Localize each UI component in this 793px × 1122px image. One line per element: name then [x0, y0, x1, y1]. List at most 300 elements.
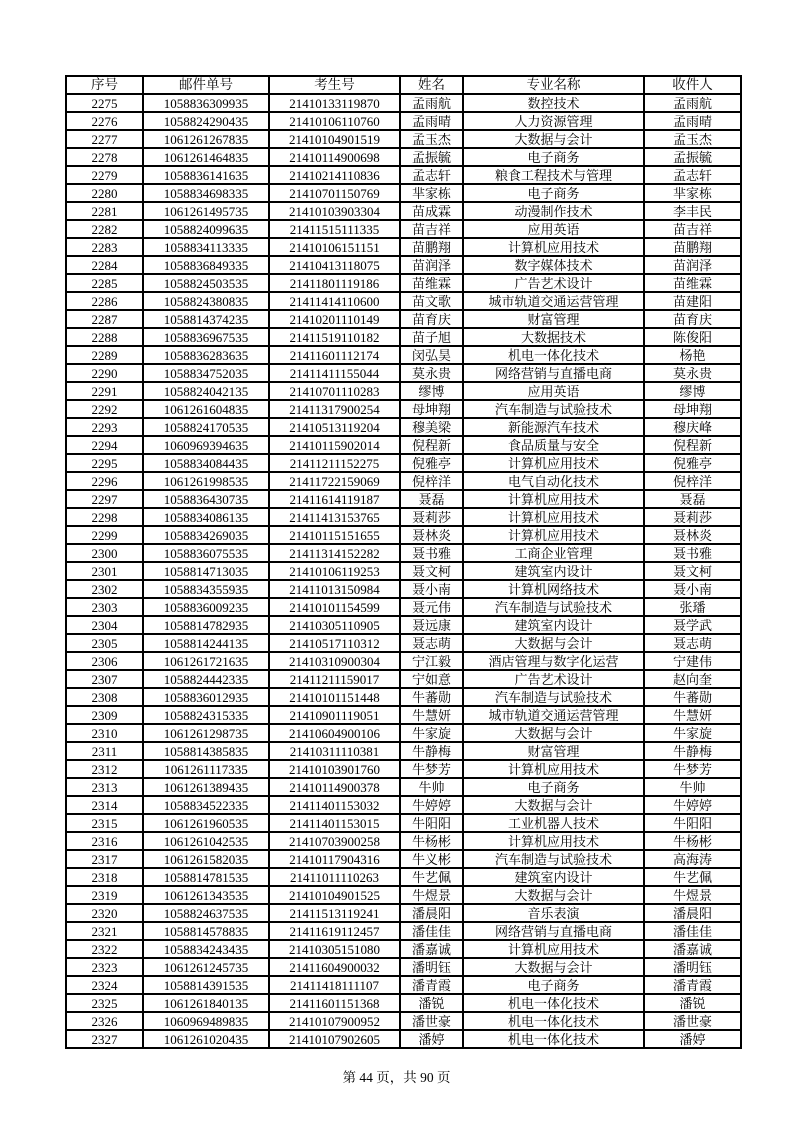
table-row	[66, 670, 741, 688]
cell-candidate-number: 21411013150984	[269, 580, 400, 598]
cell-mail-number: 1058836075535	[143, 544, 269, 562]
cell-mail-number: 1058824099635	[143, 220, 269, 238]
table-row	[66, 112, 741, 130]
cell-candidate-number: 21410413118075	[269, 256, 400, 274]
table-row	[66, 310, 741, 328]
cell-major: 应用英语	[463, 382, 644, 400]
cell-name: 牛阳阳	[400, 814, 463, 832]
cell-mail-number: 1058814782935	[143, 616, 269, 634]
cell-mail-number: 1061261495735	[143, 202, 269, 220]
cell-recipient: 赵向奎	[644, 670, 741, 688]
cell-recipient: 聂莉莎	[644, 508, 741, 526]
column-header-major: 专业名称	[463, 76, 644, 94]
cell-mail-number: 1058824503535	[143, 274, 269, 292]
cell-major: 机电一体化技术	[463, 346, 644, 364]
cell-recipient: 潘婷	[644, 1030, 741, 1048]
cell-name: 孟志轩	[400, 166, 463, 184]
cell-mail-number: 1058834086135	[143, 508, 269, 526]
cell-major: 汽车制造与试验技术	[463, 688, 644, 706]
cell-major: 计算机应用技术	[463, 760, 644, 778]
cell-candidate-number: 21410107902605	[269, 1030, 400, 1048]
table-row	[66, 184, 741, 202]
cell-recipient: 苗育庆	[644, 310, 741, 328]
cell-recipient: 潘晨阳	[644, 904, 741, 922]
cell-name: 牛静梅	[400, 742, 463, 760]
cell-name: 苗成霖	[400, 202, 463, 220]
cell-major: 计算机应用技术	[463, 832, 644, 850]
table-header-row	[66, 76, 741, 94]
cell-candidate-number: 21411801119186	[269, 274, 400, 292]
table-row	[66, 652, 741, 670]
cell-index: 2297	[66, 490, 143, 508]
cell-name: 聂元伟	[400, 598, 463, 616]
cell-name: 苗润泽	[400, 256, 463, 274]
table-row	[66, 832, 741, 850]
cell-mail-number: 1061261343535	[143, 886, 269, 904]
cell-name: 倪雅亭	[400, 454, 463, 472]
cell-name: 聂志萌	[400, 634, 463, 652]
cell-candidate-number: 21411513119241	[269, 904, 400, 922]
cell-index: 2295	[66, 454, 143, 472]
table-row	[66, 688, 741, 706]
cell-mail-number: 1058824042135	[143, 382, 269, 400]
cell-name: 芈家栋	[400, 184, 463, 202]
cell-recipient: 芈家栋	[644, 184, 741, 202]
cell-recipient: 孟雨航	[644, 94, 741, 112]
table-row	[66, 886, 741, 904]
cell-index: 2300	[66, 544, 143, 562]
table-row	[66, 814, 741, 832]
page-footer: 第 44 页，共 90 页	[342, 1070, 451, 1085]
cell-recipient: 母坤翔	[644, 400, 741, 418]
cell-name: 孟雨晴	[400, 112, 463, 130]
cell-major: 工业机器人技术	[463, 814, 644, 832]
cell-recipient: 孟志轩	[644, 166, 741, 184]
cell-recipient: 牛艺佩	[644, 868, 741, 886]
cell-major: 电子商务	[463, 184, 644, 202]
cell-name: 潘佳佳	[400, 922, 463, 940]
cell-name: 莫永贵	[400, 364, 463, 382]
cell-index: 2313	[66, 778, 143, 796]
cell-mail-number: 1058814781535	[143, 868, 269, 886]
cell-recipient: 陈俊阳	[644, 328, 741, 346]
cell-candidate-number: 21411601112174	[269, 346, 400, 364]
cell-name: 苗子旭	[400, 328, 463, 346]
cell-name: 牛煜景	[400, 886, 463, 904]
cell-major: 计算机应用技术	[463, 940, 644, 958]
cell-index: 2309	[66, 706, 143, 724]
cell-candidate-number: 21411317900254	[269, 400, 400, 418]
table-row	[66, 922, 741, 940]
cell-recipient: 苗润泽	[644, 256, 741, 274]
cell-name: 牛慧妍	[400, 706, 463, 724]
cell-mail-number: 1058834243435	[143, 940, 269, 958]
cell-major: 计算机应用技术	[463, 508, 644, 526]
cell-mail-number: 1061261298735	[143, 724, 269, 742]
table-row	[66, 634, 741, 652]
table-row	[66, 94, 741, 112]
cell-mail-number: 1061261721635	[143, 652, 269, 670]
cell-index: 2282	[66, 220, 143, 238]
cell-recipient: 聂志萌	[644, 634, 741, 652]
cell-candidate-number: 21410107900952	[269, 1012, 400, 1030]
cell-name: 倪梓洋	[400, 472, 463, 490]
cell-mail-number: 1058836430735	[143, 490, 269, 508]
cell-name: 潘青霞	[400, 976, 463, 994]
table-row	[66, 940, 741, 958]
cell-name: 穆美梁	[400, 418, 463, 436]
cell-name: 苗文歌	[400, 292, 463, 310]
cell-mail-number: 1058834752035	[143, 364, 269, 382]
cell-name: 牛帅	[400, 778, 463, 796]
table-row	[66, 364, 741, 382]
cell-major: 机电一体化技术	[463, 1012, 644, 1030]
cell-candidate-number: 21410305110905	[269, 616, 400, 634]
cell-name: 聂磊	[400, 490, 463, 508]
table-row	[66, 454, 741, 472]
cell-candidate-number: 21411211152275	[269, 454, 400, 472]
cell-mail-number: 1061261960535	[143, 814, 269, 832]
cell-index: 2298	[66, 508, 143, 526]
cell-name: 苗维霖	[400, 274, 463, 292]
cell-recipient: 缪博	[644, 382, 741, 400]
cell-name: 苗吉祥	[400, 220, 463, 238]
table-row	[66, 202, 741, 220]
cell-index: 2291	[66, 382, 143, 400]
cell-mail-number: 1058824315335	[143, 706, 269, 724]
cell-name: 潘婷	[400, 1030, 463, 1048]
cell-major: 汽车制造与试验技术	[463, 598, 644, 616]
cell-index: 2296	[66, 472, 143, 490]
table-row	[66, 1012, 741, 1030]
cell-name: 宁江毅	[400, 652, 463, 670]
cell-name: 聂远康	[400, 616, 463, 634]
cell-name: 牛婷婷	[400, 796, 463, 814]
cell-name: 潘晨阳	[400, 904, 463, 922]
cell-name: 潘明钰	[400, 958, 463, 976]
cell-major: 数字媒体技术	[463, 256, 644, 274]
cell-recipient: 聂林炎	[644, 526, 741, 544]
cell-candidate-number: 21411722159069	[269, 472, 400, 490]
cell-recipient: 高海涛	[644, 850, 741, 868]
cell-index: 2305	[66, 634, 143, 652]
cell-recipient: 苗鹏翔	[644, 238, 741, 256]
cell-mail-number: 1058814244135	[143, 634, 269, 652]
cell-recipient: 李丰民	[644, 202, 741, 220]
cell-index: 2304	[66, 616, 143, 634]
cell-major: 大数据技术	[463, 328, 644, 346]
cell-name: 牛蕃勋	[400, 688, 463, 706]
cell-name: 潘嘉诚	[400, 940, 463, 958]
cell-major: 大数据与会计	[463, 130, 644, 148]
cell-major: 网络营销与直播电商	[463, 922, 644, 940]
cell-index: 2279	[66, 166, 143, 184]
cell-candidate-number: 21410106110760	[269, 112, 400, 130]
cell-name: 聂文柯	[400, 562, 463, 580]
cell-major: 电子商务	[463, 148, 644, 166]
cell-index: 2314	[66, 796, 143, 814]
cell-candidate-number: 21410103903304	[269, 202, 400, 220]
cell-index: 2316	[66, 832, 143, 850]
table-body	[66, 94, 741, 1048]
cell-candidate-number: 21410901119051	[269, 706, 400, 724]
table-row	[66, 706, 741, 724]
cell-mail-number: 1061261582035	[143, 850, 269, 868]
cell-name: 苗鹏翔	[400, 238, 463, 256]
cell-mail-number: 1058836283635	[143, 346, 269, 364]
cell-recipient: 张璠	[644, 598, 741, 616]
cell-major: 城市轨道交通运营管理	[463, 706, 644, 724]
cell-recipient: 孟振毓	[644, 148, 741, 166]
cell-candidate-number: 21410305151080	[269, 940, 400, 958]
cell-name: 聂书雅	[400, 544, 463, 562]
table-row	[66, 274, 741, 292]
cell-recipient: 潘世豪	[644, 1012, 741, 1030]
table-row	[66, 346, 741, 364]
cell-recipient: 聂磊	[644, 490, 741, 508]
cell-candidate-number: 21410701150769	[269, 184, 400, 202]
cell-name: 牛艺佩	[400, 868, 463, 886]
cell-index: 2288	[66, 328, 143, 346]
cell-recipient: 牛静梅	[644, 742, 741, 760]
cell-mail-number: 1058834084435	[143, 454, 269, 472]
cell-mail-number: 1058814578835	[143, 922, 269, 940]
cell-recipient: 牛家旋	[644, 724, 741, 742]
cell-recipient: 杨艳	[644, 346, 741, 364]
cell-name: 闵弘昊	[400, 346, 463, 364]
cell-recipient: 苗建阳	[644, 292, 741, 310]
cell-recipient: 牛蕃勋	[644, 688, 741, 706]
cell-mail-number: 1058836309935	[143, 94, 269, 112]
cell-candidate-number: 21411314152282	[269, 544, 400, 562]
cell-index: 2292	[66, 400, 143, 418]
cell-name: 宁如意	[400, 670, 463, 688]
cell-index: 2311	[66, 742, 143, 760]
cell-name: 孟玉杰	[400, 130, 463, 148]
column-header-candidate-number: 考生号	[269, 76, 400, 94]
cell-index: 2276	[66, 112, 143, 130]
cell-recipient: 牛杨彬	[644, 832, 741, 850]
cell-name: 倪程新	[400, 436, 463, 454]
cell-index: 2301	[66, 562, 143, 580]
cell-candidate-number: 21410517110312	[269, 634, 400, 652]
cell-mail-number: 1058834522335	[143, 796, 269, 814]
table-row	[66, 544, 741, 562]
cell-recipient: 潘锐	[644, 994, 741, 1012]
cell-recipient: 牛梦芳	[644, 760, 741, 778]
cell-recipient: 牛阳阳	[644, 814, 741, 832]
cell-candidate-number: 21411011110263	[269, 868, 400, 886]
cell-candidate-number: 21410101154599	[269, 598, 400, 616]
mail-recipient-table	[65, 75, 742, 1049]
cell-major: 电气自动化技术	[463, 472, 644, 490]
cell-mail-number: 1058836967535	[143, 328, 269, 346]
cell-mail-number: 1061261998535	[143, 472, 269, 490]
cell-candidate-number: 21410703900258	[269, 832, 400, 850]
cell-candidate-number: 21411413153765	[269, 508, 400, 526]
cell-name: 苗育庆	[400, 310, 463, 328]
cell-candidate-number: 21410201110149	[269, 310, 400, 328]
cell-mail-number: 1058836012935	[143, 688, 269, 706]
cell-major: 广告艺术设计	[463, 274, 644, 292]
cell-major: 大数据与会计	[463, 796, 644, 814]
cell-mail-number: 1060969394635	[143, 436, 269, 454]
cell-mail-number: 1058834355935	[143, 580, 269, 598]
cell-mail-number: 1058836141635	[143, 166, 269, 184]
cell-major: 电子商务	[463, 778, 644, 796]
cell-major: 数控技术	[463, 94, 644, 112]
cell-index: 2312	[66, 760, 143, 778]
cell-mail-number: 1058814391535	[143, 976, 269, 994]
cell-mail-number: 1058824380835	[143, 292, 269, 310]
cell-major: 动漫制作技术	[463, 202, 644, 220]
cell-index: 2285	[66, 274, 143, 292]
cell-major: 计算机应用技术	[463, 454, 644, 472]
table-row	[66, 796, 741, 814]
table-row	[66, 508, 741, 526]
cell-major: 计算机应用技术	[463, 238, 644, 256]
cell-index: 2320	[66, 904, 143, 922]
cell-index: 2287	[66, 310, 143, 328]
cell-recipient: 潘明钰	[644, 958, 741, 976]
cell-name: 聂林炎	[400, 526, 463, 544]
cell-index: 2317	[66, 850, 143, 868]
table-row	[66, 130, 741, 148]
cell-candidate-number: 21411411155044	[269, 364, 400, 382]
cell-candidate-number: 21411515111335	[269, 220, 400, 238]
cell-mail-number: 1060969489835	[143, 1012, 269, 1030]
cell-index: 2326	[66, 1012, 143, 1030]
cell-mail-number: 1058824637535	[143, 904, 269, 922]
table-row	[66, 904, 741, 922]
cell-recipient: 潘嘉诚	[644, 940, 741, 958]
cell-candidate-number: 21410106119253	[269, 562, 400, 580]
cell-recipient: 牛煜景	[644, 886, 741, 904]
cell-index: 2284	[66, 256, 143, 274]
cell-index: 2286	[66, 292, 143, 310]
cell-major: 酒店管理与数字化运营	[463, 652, 644, 670]
cell-major: 建筑室内设计	[463, 868, 644, 886]
cell-candidate-number: 21411418111107	[269, 976, 400, 994]
cell-major: 城市轨道交通运营管理	[463, 292, 644, 310]
table-row	[66, 562, 741, 580]
cell-name: 缪博	[400, 382, 463, 400]
cell-mail-number: 1058834113335	[143, 238, 269, 256]
table-row	[66, 490, 741, 508]
cell-major: 建筑室内设计	[463, 562, 644, 580]
cell-major: 新能源汽车技术	[463, 418, 644, 436]
cell-recipient: 聂小南	[644, 580, 741, 598]
cell-recipient: 莫永贵	[644, 364, 741, 382]
table-row	[66, 868, 741, 886]
cell-major: 大数据与会计	[463, 724, 644, 742]
cell-index: 2302	[66, 580, 143, 598]
cell-major: 网络营销与直播电商	[463, 364, 644, 382]
cell-mail-number: 1061261117335	[143, 760, 269, 778]
cell-recipient: 牛婷婷	[644, 796, 741, 814]
column-header-index: 序号	[66, 76, 143, 94]
cell-mail-number: 1061261604835	[143, 400, 269, 418]
table-row	[66, 418, 741, 436]
table-row	[66, 976, 741, 994]
cell-recipient: 苗维霖	[644, 274, 741, 292]
table-row	[66, 724, 741, 742]
cell-recipient: 潘佳佳	[644, 922, 741, 940]
cell-name: 聂小南	[400, 580, 463, 598]
cell-recipient: 聂书雅	[644, 544, 741, 562]
cell-candidate-number: 21410311110381	[269, 742, 400, 760]
cell-candidate-number: 21410115902014	[269, 436, 400, 454]
cell-recipient: 孟玉杰	[644, 130, 741, 148]
cell-mail-number: 1058814374235	[143, 310, 269, 328]
table-row	[66, 850, 741, 868]
cell-mail-number: 1058836849335	[143, 256, 269, 274]
table-row	[66, 1030, 741, 1048]
table-row	[66, 166, 741, 184]
cell-index: 2306	[66, 652, 143, 670]
cell-major: 食品质量与安全	[463, 436, 644, 454]
cell-candidate-number: 21410701110283	[269, 382, 400, 400]
cell-index: 2318	[66, 868, 143, 886]
cell-index: 2278	[66, 148, 143, 166]
cell-candidate-number: 21410106151151	[269, 238, 400, 256]
cell-index: 2290	[66, 364, 143, 382]
table-row	[66, 436, 741, 454]
cell-major: 大数据与会计	[463, 886, 644, 904]
table-row	[66, 598, 741, 616]
cell-recipient: 倪梓洋	[644, 472, 741, 490]
cell-major: 计算机应用技术	[463, 490, 644, 508]
table-row	[66, 742, 741, 760]
cell-major: 机电一体化技术	[463, 1030, 644, 1048]
cell-major: 汽车制造与试验技术	[463, 850, 644, 868]
cell-candidate-number: 21411401153032	[269, 796, 400, 814]
cell-candidate-number: 21411211159017	[269, 670, 400, 688]
cell-index: 2281	[66, 202, 143, 220]
cell-major: 工商企业管理	[463, 544, 644, 562]
cell-mail-number: 1061261840135	[143, 994, 269, 1012]
cell-major: 粮食工程技术与管理	[463, 166, 644, 184]
cell-recipient: 潘青霞	[644, 976, 741, 994]
cell-mail-number: 1061261042535	[143, 832, 269, 850]
cell-mail-number: 1058834698335	[143, 184, 269, 202]
column-header-recipient: 收件人	[644, 76, 741, 94]
cell-recipient: 宁建伟	[644, 652, 741, 670]
cell-candidate-number: 21410604900106	[269, 724, 400, 742]
table-row	[66, 958, 741, 976]
table-row	[66, 148, 741, 166]
cell-major: 应用英语	[463, 220, 644, 238]
cell-recipient: 聂学武	[644, 616, 741, 634]
cell-index: 2277	[66, 130, 143, 148]
cell-candidate-number: 21411401153015	[269, 814, 400, 832]
cell-mail-number: 1061261020435	[143, 1030, 269, 1048]
cell-major: 汽车制造与试验技术	[463, 400, 644, 418]
cell-name: 牛义彬	[400, 850, 463, 868]
cell-recipient: 穆庆峰	[644, 418, 741, 436]
cell-candidate-number: 21410214110836	[269, 166, 400, 184]
cell-candidate-number: 21410115151655	[269, 526, 400, 544]
cell-index: 2294	[66, 436, 143, 454]
cell-mail-number: 1058824442335	[143, 670, 269, 688]
table-row	[66, 472, 741, 490]
cell-index: 2322	[66, 940, 143, 958]
cell-name: 孟振毓	[400, 148, 463, 166]
cell-mail-number: 1058814385835	[143, 742, 269, 760]
cell-recipient: 牛帅	[644, 778, 741, 796]
cell-index: 2280	[66, 184, 143, 202]
cell-mail-number: 1061261267835	[143, 130, 269, 148]
